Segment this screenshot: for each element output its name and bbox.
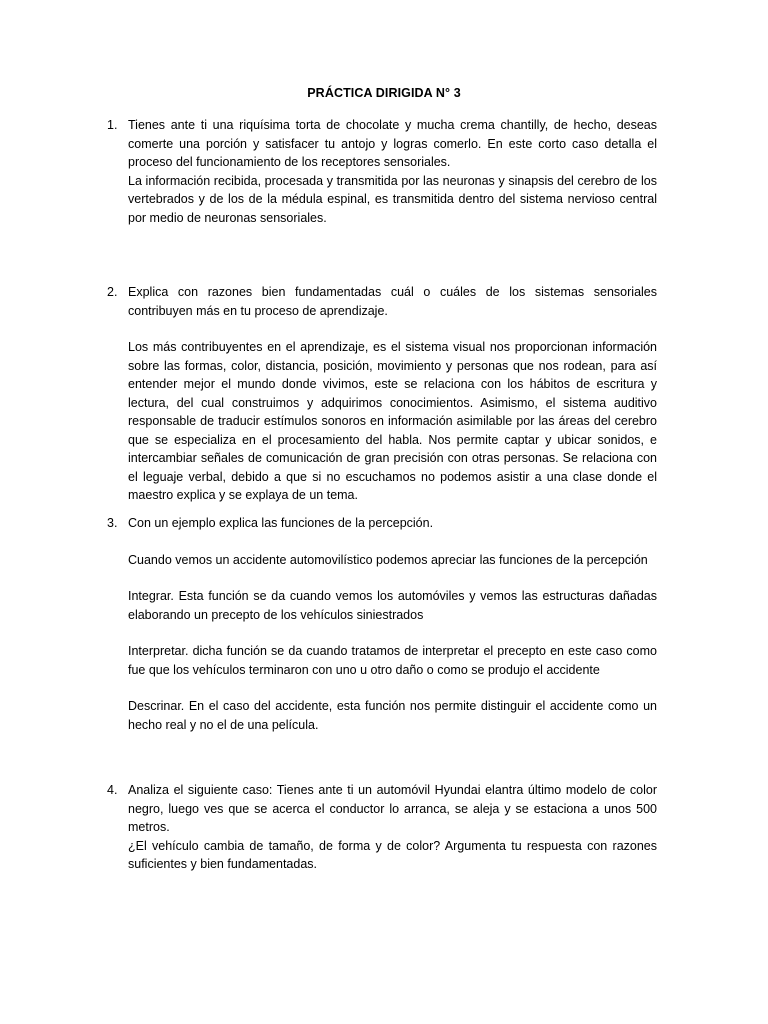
question-text: Analiza el siguiente caso: Tienes ante ti un automóvil Hyundai elantra último modelo de color negro, luego ves que se acerca el conductor lo arranca, se aleja y se estaciona a unos 500 metros. (128, 783, 657, 834)
question-text: Tienes ante ti una riquísima torta de chocolate y mucha crema chantilly, de hecho, deseas comerte una porción y satisfacer tu antojo y logras comerlo. En este corto caso detalla el proceso del funcionamiento de los receptores sensoriales. (128, 118, 657, 169)
answer-interpretar: Interpretar. dicha función se da cuando tratamos de interpretar el precepto en este caso como fue que los vehículos terminaron con uno u otro daño o como se produjo el accidente (128, 644, 657, 677)
answer-discriminar: Descrinar. En el caso del accidente, esta función nos permite distinguir el accidente como un hecho real y no el de una película. (128, 699, 657, 732)
question-1 (107, 116, 657, 227)
answer-intro: Cuando vemos un accidente automovilístico podemos apreciar las funciones de la percepción (128, 552, 648, 567)
question-4 (107, 781, 657, 874)
question-number: 4. (107, 783, 118, 797)
question-number: 2. (107, 285, 118, 299)
question-3 (107, 514, 657, 734)
answer-integrar: Integrar. Esta función se da cuando vemos los automóviles y vemos las estructuras dañadas elaborando un precepto de los vehículos siniestrados (128, 589, 657, 622)
question-number: 1. (107, 118, 118, 132)
question-2 (107, 283, 657, 505)
question-text: Explica con razones bien fundamentadas cuál o cuáles de los sistemas sensoriales contribuyen más en tu proceso de aprendizaje. (128, 285, 657, 318)
question-text: ¿El vehículo cambia de tamaño, de forma y de color? Argumenta tu respuesta con razones suficientes y bien fundamentadas. (128, 838, 657, 871)
question-number: 3. (107, 516, 118, 530)
answer-text: Los más contribuyentes en el aprendizaje, es el sistema visual nos proporcionan información sobre las formas, color, distancia, posición, movimiento y personas que nos rodean, para así entender mejor el mundo donde vivimos, este se relaciona con los hábitos de escritura y lectura, del cual construimos y adquirimos conocimientos. Asimismo, el sistema auditivo responsable de traducir estímulos sonoros en información asimilable por las áreas del cerebro que se especializa en el procesamiento del habla. Nos permite captar y ubicar sonidos, e intercambiar señales de comunicación de gran precisión con otras personas. Se relaciona con el leguaje verbal, debido a que si no escuchamos no podemos asistir a una clase donde el maestro explica y se explaya de un tema. (128, 340, 657, 502)
question-text: Con un ejemplo explica las funciones de la percepción. (128, 516, 434, 530)
answer-text: La información recibida, procesada y transmitida por las neuronas y sinapsis del cerebro de los vertebrados y de los de la médula espinal, es transmitida dentro del sistema nervioso central por medio de neuronas sensoriales. (128, 173, 657, 225)
document-title: PRÁCTICA DIRIGIDA N° 3 (307, 86, 461, 100)
